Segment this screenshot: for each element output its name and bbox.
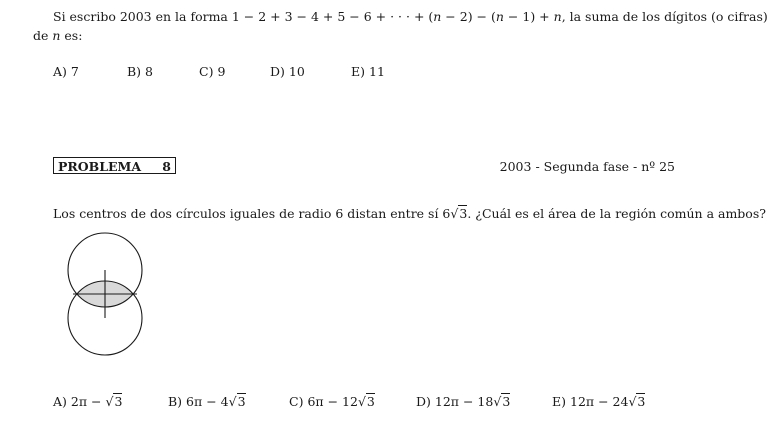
- q1-option-e[interactable]: E) 11: [351, 64, 385, 79]
- problem-source: 2003 - Segunda fase - nº 25: [499, 159, 675, 174]
- question2-text: Los centros de dos círculos iguales de radio 6 distan entre sí 6√3. ¿Cuál es el área de la región común a ambos?: [53, 206, 766, 221]
- q2-option-a[interactable]: A) 2π − √3: [53, 394, 123, 409]
- q2-option-c[interactable]: C) 6π − 12√3: [289, 394, 375, 409]
- problem-label: PROBLEMA: [58, 159, 142, 174]
- q1-option-c[interactable]: C) 9: [199, 64, 226, 79]
- q2-option-b[interactable]: B) 6π − 4√3: [168, 394, 246, 409]
- q2-option-e[interactable]: E) 12π − 24√3: [552, 394, 646, 409]
- problem-number: 8: [162, 159, 171, 174]
- question1-line1: Si escribo 2003 en la forma 1 − 2 + 3 − 4 + 5 − 6 + · · · + (n − 2) − (n − 1) + n, la suma de los dígitos (o cifras): [53, 9, 768, 24]
- question1-line2: de n es:: [33, 28, 83, 43]
- problem-label-box: [53, 157, 176, 174]
- q2-option-d[interactable]: D) 12π − 18√3: [416, 394, 511, 409]
- two-circles-figure: [62, 228, 148, 362]
- q1-option-d[interactable]: D) 10: [270, 64, 305, 79]
- q1-option-a[interactable]: A) 7: [53, 64, 79, 79]
- q1-option-b[interactable]: B) 8: [127, 64, 153, 79]
